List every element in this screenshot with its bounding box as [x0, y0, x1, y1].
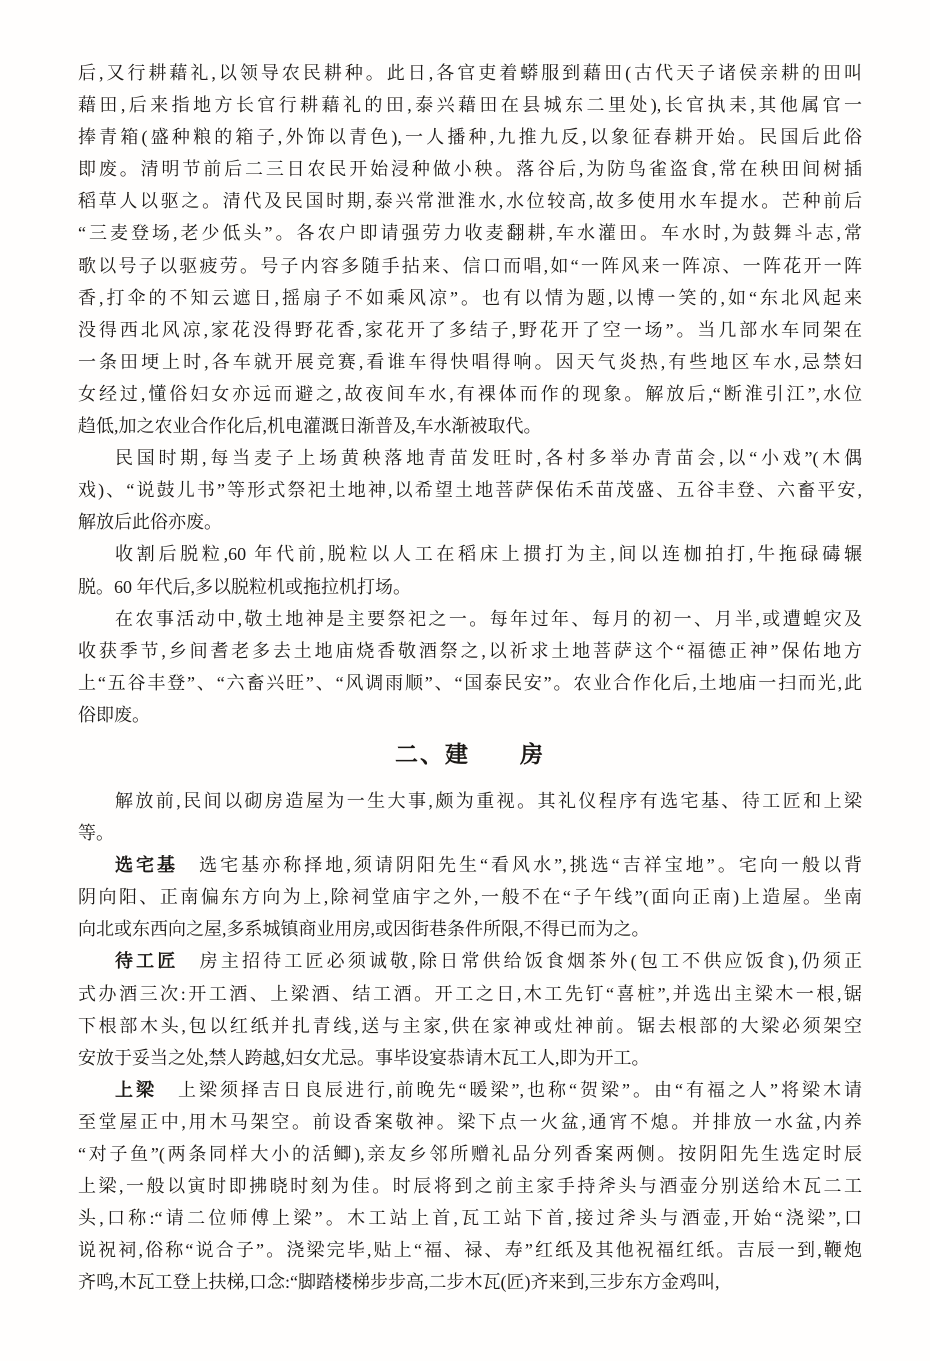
text-line [78, 250, 862, 282]
text-line [78, 153, 862, 185]
text-run: 房主招待工匠必须诚敬,除日常供给饭食烟茶外(包工不供应饭食),仍须正 [178, 951, 862, 972]
text-run: 说祝祠,俗称“说合子”。浇梁完毕,贴上“福、禄、寿”红纸及其他祝福红纸。吉辰一到,鞭炮 [78, 1240, 862, 1261]
text-line [78, 817, 862, 849]
paragraph [78, 603, 862, 731]
term-label: 待工匠 [115, 951, 179, 972]
text-run: 趋低,加之农业合作化后,机电灌溉日渐普及,车水渐被取代。 [78, 416, 542, 437]
text-run: 至堂屋正中,用木马架空。前设香案敬神。梁下点一火盆,通宵不熄。并排放一水盆,内养 [78, 1111, 862, 1132]
text-run: 齐鸣,木瓦工登上扶梯,口念:“脚踏楼梯步步高,二步木瓦(匠)齐来到,三步东方金鸡叫, [78, 1272, 720, 1293]
text-run: 后,又行耕藉礼,以领导农民耕种。此日,各官吏着蟒服到藉田(古代天子诸侯亲耕的田叫 [78, 63, 862, 83]
text-line [78, 217, 862, 249]
text-run: 一条田埂上时,各车就开展竞赛,看谁车得快唱得响。因天气炎热,有些地区车水,忌禁妇 [78, 351, 862, 372]
text-line [78, 506, 862, 538]
text-run: 上梁须择吉日良辰进行,前晚先“暖梁”,也称“贺梁”。由“有福之人”将梁木请 [157, 1079, 862, 1100]
text-line [78, 410, 862, 442]
text-line [78, 378, 862, 410]
text-run: 头,口称:“请二位师傅上梁”。木工站上首,瓦工站下首,接过斧头与酒壶,开始“浇梁”,口 [78, 1208, 862, 1229]
text-line [78, 1234, 862, 1266]
text-line [78, 346, 862, 378]
text-run: 俗即废。 [78, 704, 150, 725]
text-run: 女经过,懂俗妇女亦远而避之,故夜间车水,有裸体而作的现象。解放后,“断淮引江”,水位 [78, 383, 862, 404]
text-line [78, 881, 862, 913]
text-run: 等。 [78, 823, 114, 844]
paragraph [78, 785, 862, 849]
text-line [78, 89, 862, 121]
text-line [78, 314, 862, 346]
paragraph [78, 849, 862, 945]
text-run: 即废。清明节前后二三日农民开始浸种做小秧。落谷后,为防鸟雀盗食,常在秧田间树插 [78, 159, 862, 180]
term-label: 选宅基 [115, 855, 179, 876]
text-line [78, 1074, 862, 1106]
text-run: “三麦登场,老少低头”。各农户即请强劳力收麦翻耕,车水灌田。车水时,为鼓舞斗志,常 [78, 223, 862, 244]
text-run: 民国时期,每当麦子上场黄秧落地青苗发旺时,各村多举办青苗会,以“小戏”(木偶 [115, 448, 862, 469]
text-line [78, 1138, 862, 1170]
text-run: 安放于妥当之处,禁人跨越,妇女尤忌。事毕设宴恭请木瓦工人,即为开工。 [78, 1047, 650, 1068]
text-line [78, 785, 862, 817]
text-line [78, 667, 862, 699]
text-line [78, 1266, 862, 1298]
text-run: 戏)、“说鼓儿书”等形式祭祀土地神,以希望土地菩萨保佑禾苗茂盛、五谷丰登、六畜平安, [78, 480, 862, 501]
text-run: 稻草人以驱之。清代及民国时期,泰兴常泄淮水,水位较高,故多使用水车提水。芒种前后 [78, 191, 862, 212]
text-line [78, 282, 862, 314]
text-run: 捧青箱(盛种粮的箱子,外饰以青色),一人播种,九推九反,以象征春耕开始。民国后此俗 [78, 127, 862, 148]
text-line [78, 538, 862, 570]
text-line [78, 121, 862, 153]
text-run: 上梁,一般以寅时即拂晓时刻为佳。时辰将到之前主家手持斧头与酒壶分别送给木瓦二工 [78, 1176, 862, 1197]
text-line [78, 849, 862, 881]
text-line [78, 57, 862, 89]
text-line [78, 1042, 862, 1074]
text-line [78, 945, 862, 977]
text-run: 下根部木头,包以红纸并扎青线,送与主家,供在家神或灶神前。锯去根部的大梁必须架空 [78, 1015, 862, 1036]
text-line [78, 1106, 862, 1138]
text-run: “对子鱼”(两条同样大小的活鲫),亲友乡邻所赠礼品分列香案两侧。按阴阳先生选定时辰 [78, 1144, 862, 1164]
text-line [78, 1170, 862, 1202]
paragraph [78, 945, 862, 1073]
text-block [78, 57, 862, 1298]
text-line [78, 474, 862, 506]
paragraph [78, 442, 862, 538]
text-line [78, 1202, 862, 1234]
text-run: 阴向阳、正南偏东方向为上,除祠堂庙宇之外,一般不在“子午线”(面向正南)上造屋。坐南 [78, 887, 862, 908]
text-line [78, 185, 862, 217]
text-run: 向北或东西向之屋,多系城镇商业用房,或因街巷条件所限,不得已而为之。 [78, 919, 650, 940]
text-run: 藉田,后来指地方长官行耕藉礼的田,泰兴藉田在县城东二里处),长官执耒,其他属官一 [78, 95, 862, 116]
paragraph [78, 538, 862, 602]
text-run: 选宅基亦称择地,须请阴阳先生“看风水”,挑选“吉祥宝地”。宅向一般以背 [178, 855, 862, 876]
text-line [78, 571, 862, 603]
text-line [78, 913, 862, 945]
text-line [78, 1010, 862, 1042]
paragraph [78, 57, 862, 442]
text-run: 香,打伞的不知云遮日,摇扇子不如乘风凉”。也有以情为题,以博一笑的,如“东北风起来 [78, 287, 862, 308]
term-label: 上梁 [115, 1079, 158, 1100]
text-run: 式办酒三次:开工酒、上梁酒、结工酒。开工之日,木工先钉“喜桩”,并选出主梁木一根,锯 [78, 983, 862, 1004]
text-run: 收获季节,乡间耆老多去土地庙烧香敬酒祭之,以祈求土地菩萨这个“福德正神”保佑地方 [78, 640, 862, 661]
paragraph [78, 1074, 862, 1299]
text-line [78, 442, 862, 474]
text-line [78, 699, 862, 731]
text-line [78, 635, 862, 667]
text-run: 解放后此俗亦废。 [78, 512, 222, 533]
text-run: 在农事活动中,敬土地神是主要祭祀之一。每年过年、每月的初一、月半,或遭蝗灾及 [115, 608, 862, 629]
text-run: 歌以号子以驱疲劳。号子内容多随手拈来、信口而唱,如“一阵风来一阵凉、一阵花开一阵 [78, 255, 862, 276]
section-heading: 二、建 房 [395, 740, 545, 767]
text-run: 上“五谷丰登”、“六畜兴旺”、“风调雨顺”、“国泰民安”。农业合作化后,土地庙一扫而光,此 [78, 672, 862, 693]
text-run: 解放前,民间以砌房造屋为一生大事,颇为重视。其礼仪程序有选宅基、待工匠和上梁 [115, 790, 862, 811]
text-run: 脱。60 年代后,多以脱粒机或拖拉机打场。 [78, 576, 411, 597]
text-line [78, 603, 862, 635]
text-run: 收割后脱粒,60 年代前,脱粒以人工在稻床上掼打为主,间以连枷拍打,牛拖碌碡辗 [115, 544, 862, 565]
text-run: 没得西北风凉,家花没得野花香,家花开了多结子,野花开了空一场”。当几部水车同架在 [78, 319, 862, 340]
text-line [78, 978, 862, 1010]
